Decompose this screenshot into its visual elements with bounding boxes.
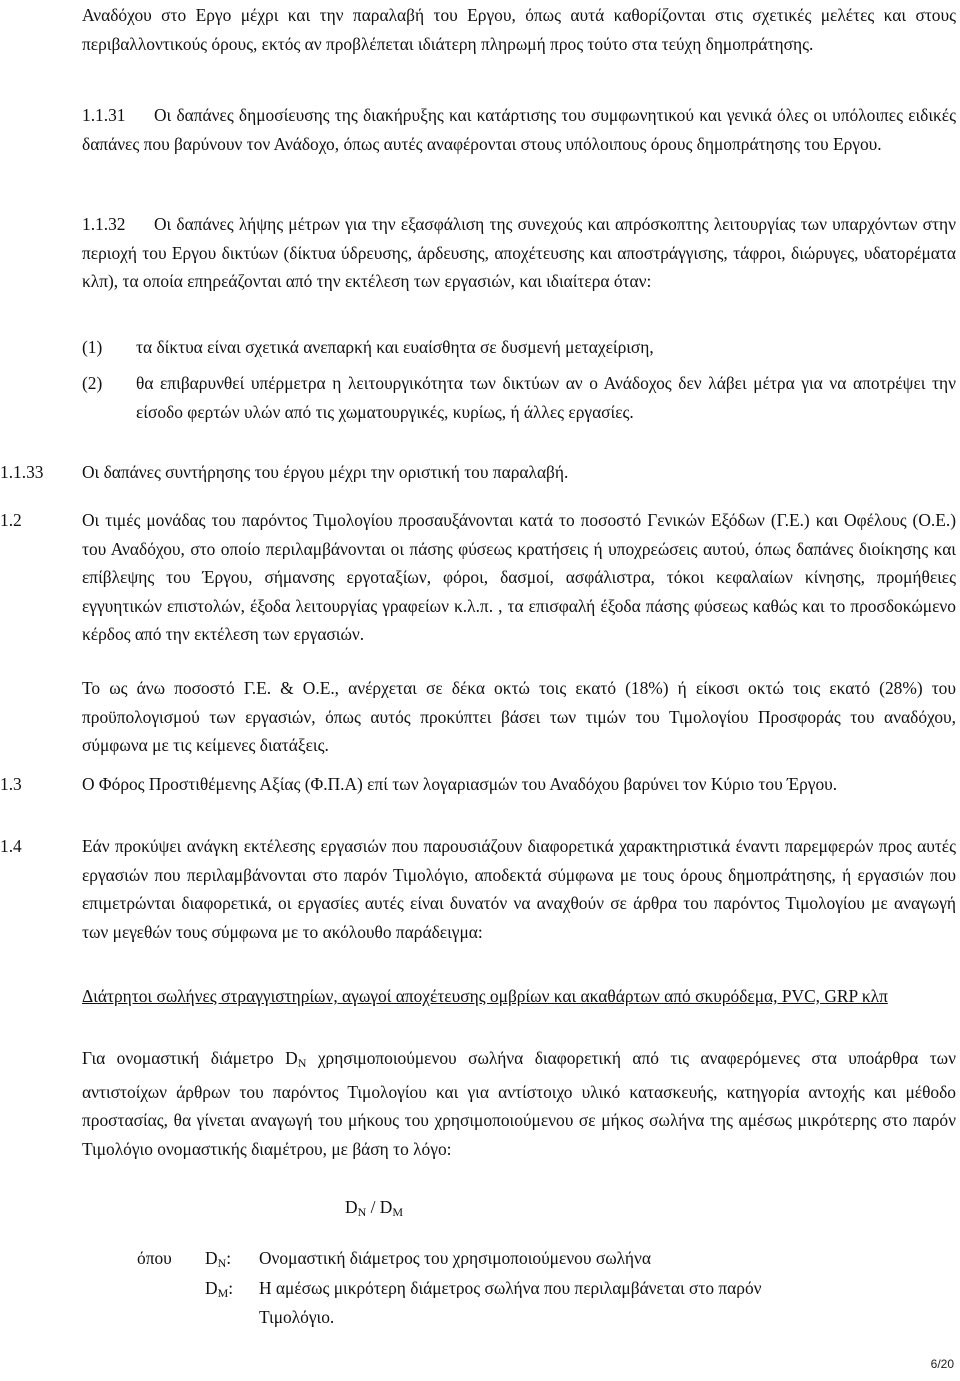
text-part: χρησιμοποιούμενου σωλήνα διαφορετική από τις αναφερόμενες στα υποάρθρα των αντιστοίχων άρθρων του παρόντος Τιμολογίου και για αντίστοιχο υλικό κατασκευής, κατηγορία αντοχής και μέθοδο προστασίας, θα γίνεται αναγωγή του μήκους του χρησιμοποιούμενου σε μήκος σωλήνα της αμέσως μικρότερης στο παρόν Τιμολόγιο ονομαστικής διαμέτρου, με βάση το λόγο: bbox=[82, 1048, 956, 1159]
section-text bbox=[82, 1044, 956, 1163]
definition-text: Η αμέσως μικρότερη διάμετρος σωλήνα που περιλαμβάνεται στο παρόν Τιμολόγιο. bbox=[259, 1278, 762, 1327]
list-item-label: (2) bbox=[82, 373, 103, 393]
definition-text: Ονομαστική διάμετρος του χρησιμοποιούμενου σωλήνα bbox=[259, 1248, 651, 1268]
section-text: Ο Φόρος Προστιθέμενης Αξίας (Φ.Π.Α) επί των λογαριασμών του Αναδόχου βαρύνει τον Κύριο του Έργου. bbox=[82, 774, 838, 794]
ratio-formula bbox=[345, 1193, 403, 1227]
colon: : bbox=[226, 1248, 232, 1268]
symbol: D bbox=[205, 1248, 218, 1268]
where-word: όπου bbox=[137, 1248, 172, 1268]
definitions bbox=[137, 1244, 957, 1334]
section-number: 1.3 bbox=[0, 774, 22, 794]
subscript: M bbox=[392, 1205, 403, 1219]
section-text: Οι δαπάνες δημοσίευσης της διακήρυξης και κατάρτισης του συμφωνητικού και γενικά όλες οι υπόλοιπες ειδικές δαπάνες που βαρύνουν τον Ανάδοχο, όπως αυτές αναφέρονται στους υπόλοιπους όρους δημοπράτησης του Εργου. bbox=[82, 105, 956, 154]
definition-symbol bbox=[205, 1244, 231, 1278]
subscript: N bbox=[357, 1205, 367, 1219]
list-item-text: θα επιβαρυνθεί υπέρμετρα η λειτουργικότητα των δικτύων αν ο Ανάδοχος δεν λάβει μέτρα για να αποτρέψει την είσοδο φερτών υλών από τις χωματουργικές, κυρίως, ή άλλες εργασίες. bbox=[136, 373, 956, 422]
definition-symbol bbox=[205, 1274, 233, 1308]
subscript: M bbox=[217, 1286, 229, 1300]
text-part: Για ονομαστική διάμετρο D bbox=[82, 1048, 298, 1068]
section-text: Εάν προκύψει ανάγκη εκτέλεσης εργασιών που παρουσιάζουν διαφορετικά χαρακτηριστικά έναντι παρεμφερών προς αυτές εργασιών που περιλαμβάνονται στο παρόν Τιμολόγιο, αποδεκτά σύμφωνα με τους όρους δημοπράτησης, ή εργασιών που επιμετρώνται διαφορετικά, οι εργασίες αυτές είναι δυνατόν να αναχθούν σε άρθρα του παρόντος Τιμολογίου με αναγωγή των μεγεθών τους σύμφωνα με το ακόλουθο παράδειγμα: bbox=[82, 836, 956, 942]
section-number: 1.1.31 bbox=[82, 105, 126, 125]
subscript: N bbox=[297, 1056, 307, 1070]
section-text: Οι τιμές μονάδας του παρόντος Τιμολογίου προσαυξάνονται κατά το ποσοστό Γενικών Εξόδων (Γ.Ε.) και Οφέλους (Ο.Ε.) του Αναδόχου, στο οποίο περιλαμβάνονται οι πάσης φύσεως κρατήσεις ή υποχρεώσεις αυτού, όπως δαπάνες διοίκησης και επίβλεψης του Έργου, σήμανσης εργοταξίων, φόροι, δασμοί, ασφάλιστρα, τόκοι κεφαλαίων κίνησης, προμήθειες εγγυητικών επιστολών, έξοδα λειτουργίας γραφείων κ.λ.π. , τα επισφαλή έξοδα πάσης φύσεως καθώς και το προσδοκώμενο κέρδος από την εκτέλεση των εργασιών. bbox=[82, 510, 956, 645]
section-text: Οι δαπάνες λήψης μέτρων για την εξασφάλιση της συνεχούς και απρόσκοπτης λειτουργίας των υπαρχόντων στην περιοχή του Εργου δικτύων (δίκτυα ύδρευσης, άρδευσης, αποχέτευσης και αποστράγγισης, τάφροι, διώρυγες, υδατορέματα κλπ), τα οποία επηρεάζονται από την εκτέλεση των εργασιών, και ιδιαίτερα όταν: bbox=[82, 214, 956, 292]
page-number: 6/20 bbox=[930, 1357, 954, 1371]
symbol: D bbox=[205, 1278, 218, 1298]
intro-text: Αναδόχου στο Εργο μέχρι και την παραλαβή του Εργου, όπως αυτά καθορίζονται στις σχετικές μελέτες και στους περιβαλλοντικούς όρους, εκτός αν προβλέπεται ιδιάτερη πληρωμή προς τούτο στα τεύχη δημοπράτησης. bbox=[82, 5, 956, 54]
section-number: 1.2 bbox=[0, 510, 22, 530]
formula-separator: / bbox=[366, 1197, 380, 1217]
subscript: N bbox=[217, 1256, 227, 1270]
section-text: Οι δαπάνες συντήρησης του έργου μέχρι την οριστική του παραλαβή. bbox=[82, 462, 569, 482]
section-text: Το ως άνω ποσοστό Γ.Ε. & Ο.Ε., ανέρχεται σε δέκα οκτώ τοις εκατό (18%) ή είκοσι οκτώ τοις εκατό (28%) του προϋπολογισμού των εργασιών, όπως αυτός προκύπτει βάσει των τιμών του Τιμολογίου Προσφοράς του αναδόχου, σύμφωνα με τις κείμενες διατάξεις. bbox=[82, 678, 956, 756]
section-number: 1.4 bbox=[0, 836, 22, 856]
subheading: Διάτρητοι σωλήνες στραγγιστηρίων, αγωγοί αποχέτευσης ομβρίων και ακαθάρτων από σκυρόδεμα, PVC, GRP κλπ bbox=[82, 986, 888, 1006]
colon: : bbox=[228, 1278, 234, 1298]
list-item-text: τα δίκτυα είναι σχετικά ανεπαρκή και ευαίσθητα σε δυσμενή μεταχείριση, bbox=[136, 337, 654, 357]
formula-symbol: D bbox=[345, 1197, 358, 1217]
section-number: 1.1.32 bbox=[82, 214, 126, 234]
formula-symbol: D bbox=[379, 1197, 393, 1217]
section-number: 1.1.33 bbox=[0, 462, 44, 482]
list-item-label: (1) bbox=[82, 337, 103, 357]
